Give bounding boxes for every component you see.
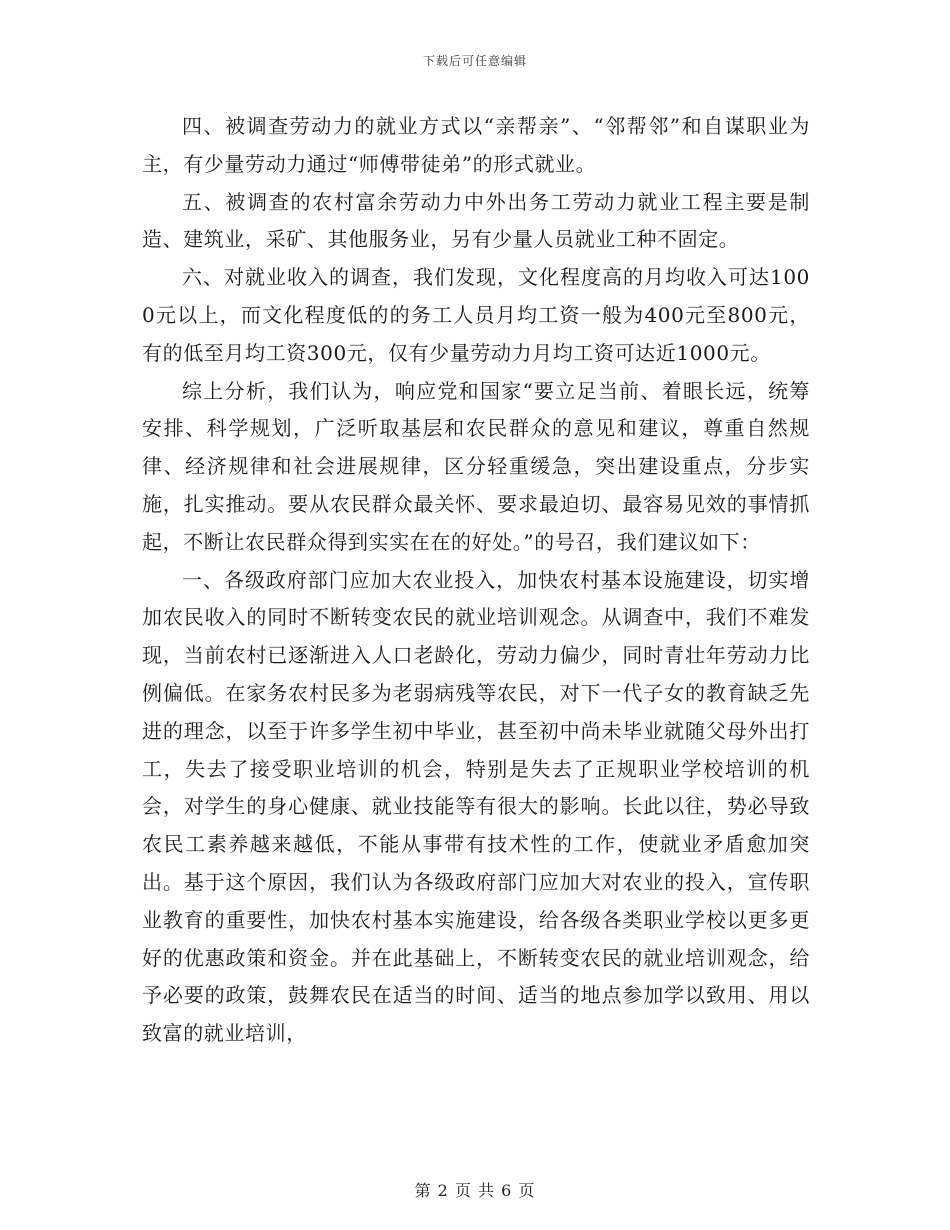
paragraph-analysis-summary: 综上分析，我们认为，响应党和国家“要立足当前、着眼长远，统筹安排、科学规划，广泛听取基层和农民群众的意见和建议，尊重自然规律、经济规律和社会进展规律，区分轻重缓急，突出建设重点，分步实施，扎实推动。要从农民群众最关怀、要求最迫切、最容易见效的事情抓起，不断让农民群众得到实实在在的好处。”的号召，我们建议如下： <box>142 378 810 554</box>
page-header: 下载后可任意编辑 <box>422 54 527 68</box>
document-body <box>142 108 810 1053</box>
paragraph-employment-industries: 五、被调查的农村富余劳动力中外出务工劳动力就业工程主要是制造、建筑业，采矿、其他服务业，另有少量人员就业工种不固定。 <box>142 189 810 252</box>
paragraph-employment-methods: 四、被调查劳动力的就业方式以“亲帮亲”、“邻帮邻”和自谋职业为主，有少量劳动力通过“师傅带徒弟”的形式就业。 <box>142 114 810 176</box>
paragraph-recommendation-one: 一、各级政府部门应加大农业投入，加快农村基本设施建设，切实增加农民收入的同时不断转变农民的就业培训观念。从调查中，我们不难发现，当前农村已逐渐进入人口老龄化，劳动力偏少，同时青壮年劳动力比例偏低。在家务农村民多为老弱病残等农民，对下一代子女的教育缺乏先进的理念，以至于许多学生初中毕业，甚至初中尚未毕业就随父母外出打工，失去了接受职业培训的机会，特别是失去了正规职业学校培训的机会，对学生的身心健康、就业技能等有很大的影响。长此以往，势必导致农民工素养越来越低，不能从事带有技术性的工作，使就业矛盾愈加突出。基于这个原因，我们认为各级政府部门应加大对农业的投入，宣传职业教育的重要性，加快农村基本实施建设，给各级各类职业学校以更多更好的优惠政策和资金。并在此基础上，不断转变农民的就业培训观念，给予必要的政策，鼓舞农民在适当的时间、适当的地点参加学以致用、用以致富的就业培训， <box>142 567 810 1046</box>
page-number-footer: 第 2 页 共 6 页 <box>414 1181 536 1200</box>
paragraph-income-survey: 六、对就业收入的调查，我们发现，文化程度高的月均收入可达1000元以上，而文化程度低的的务工人员月均工资一般为400元至800元，有的低至月均工资300元，仅有少量劳动力月均工资可达近1000元。 <box>142 265 810 365</box>
